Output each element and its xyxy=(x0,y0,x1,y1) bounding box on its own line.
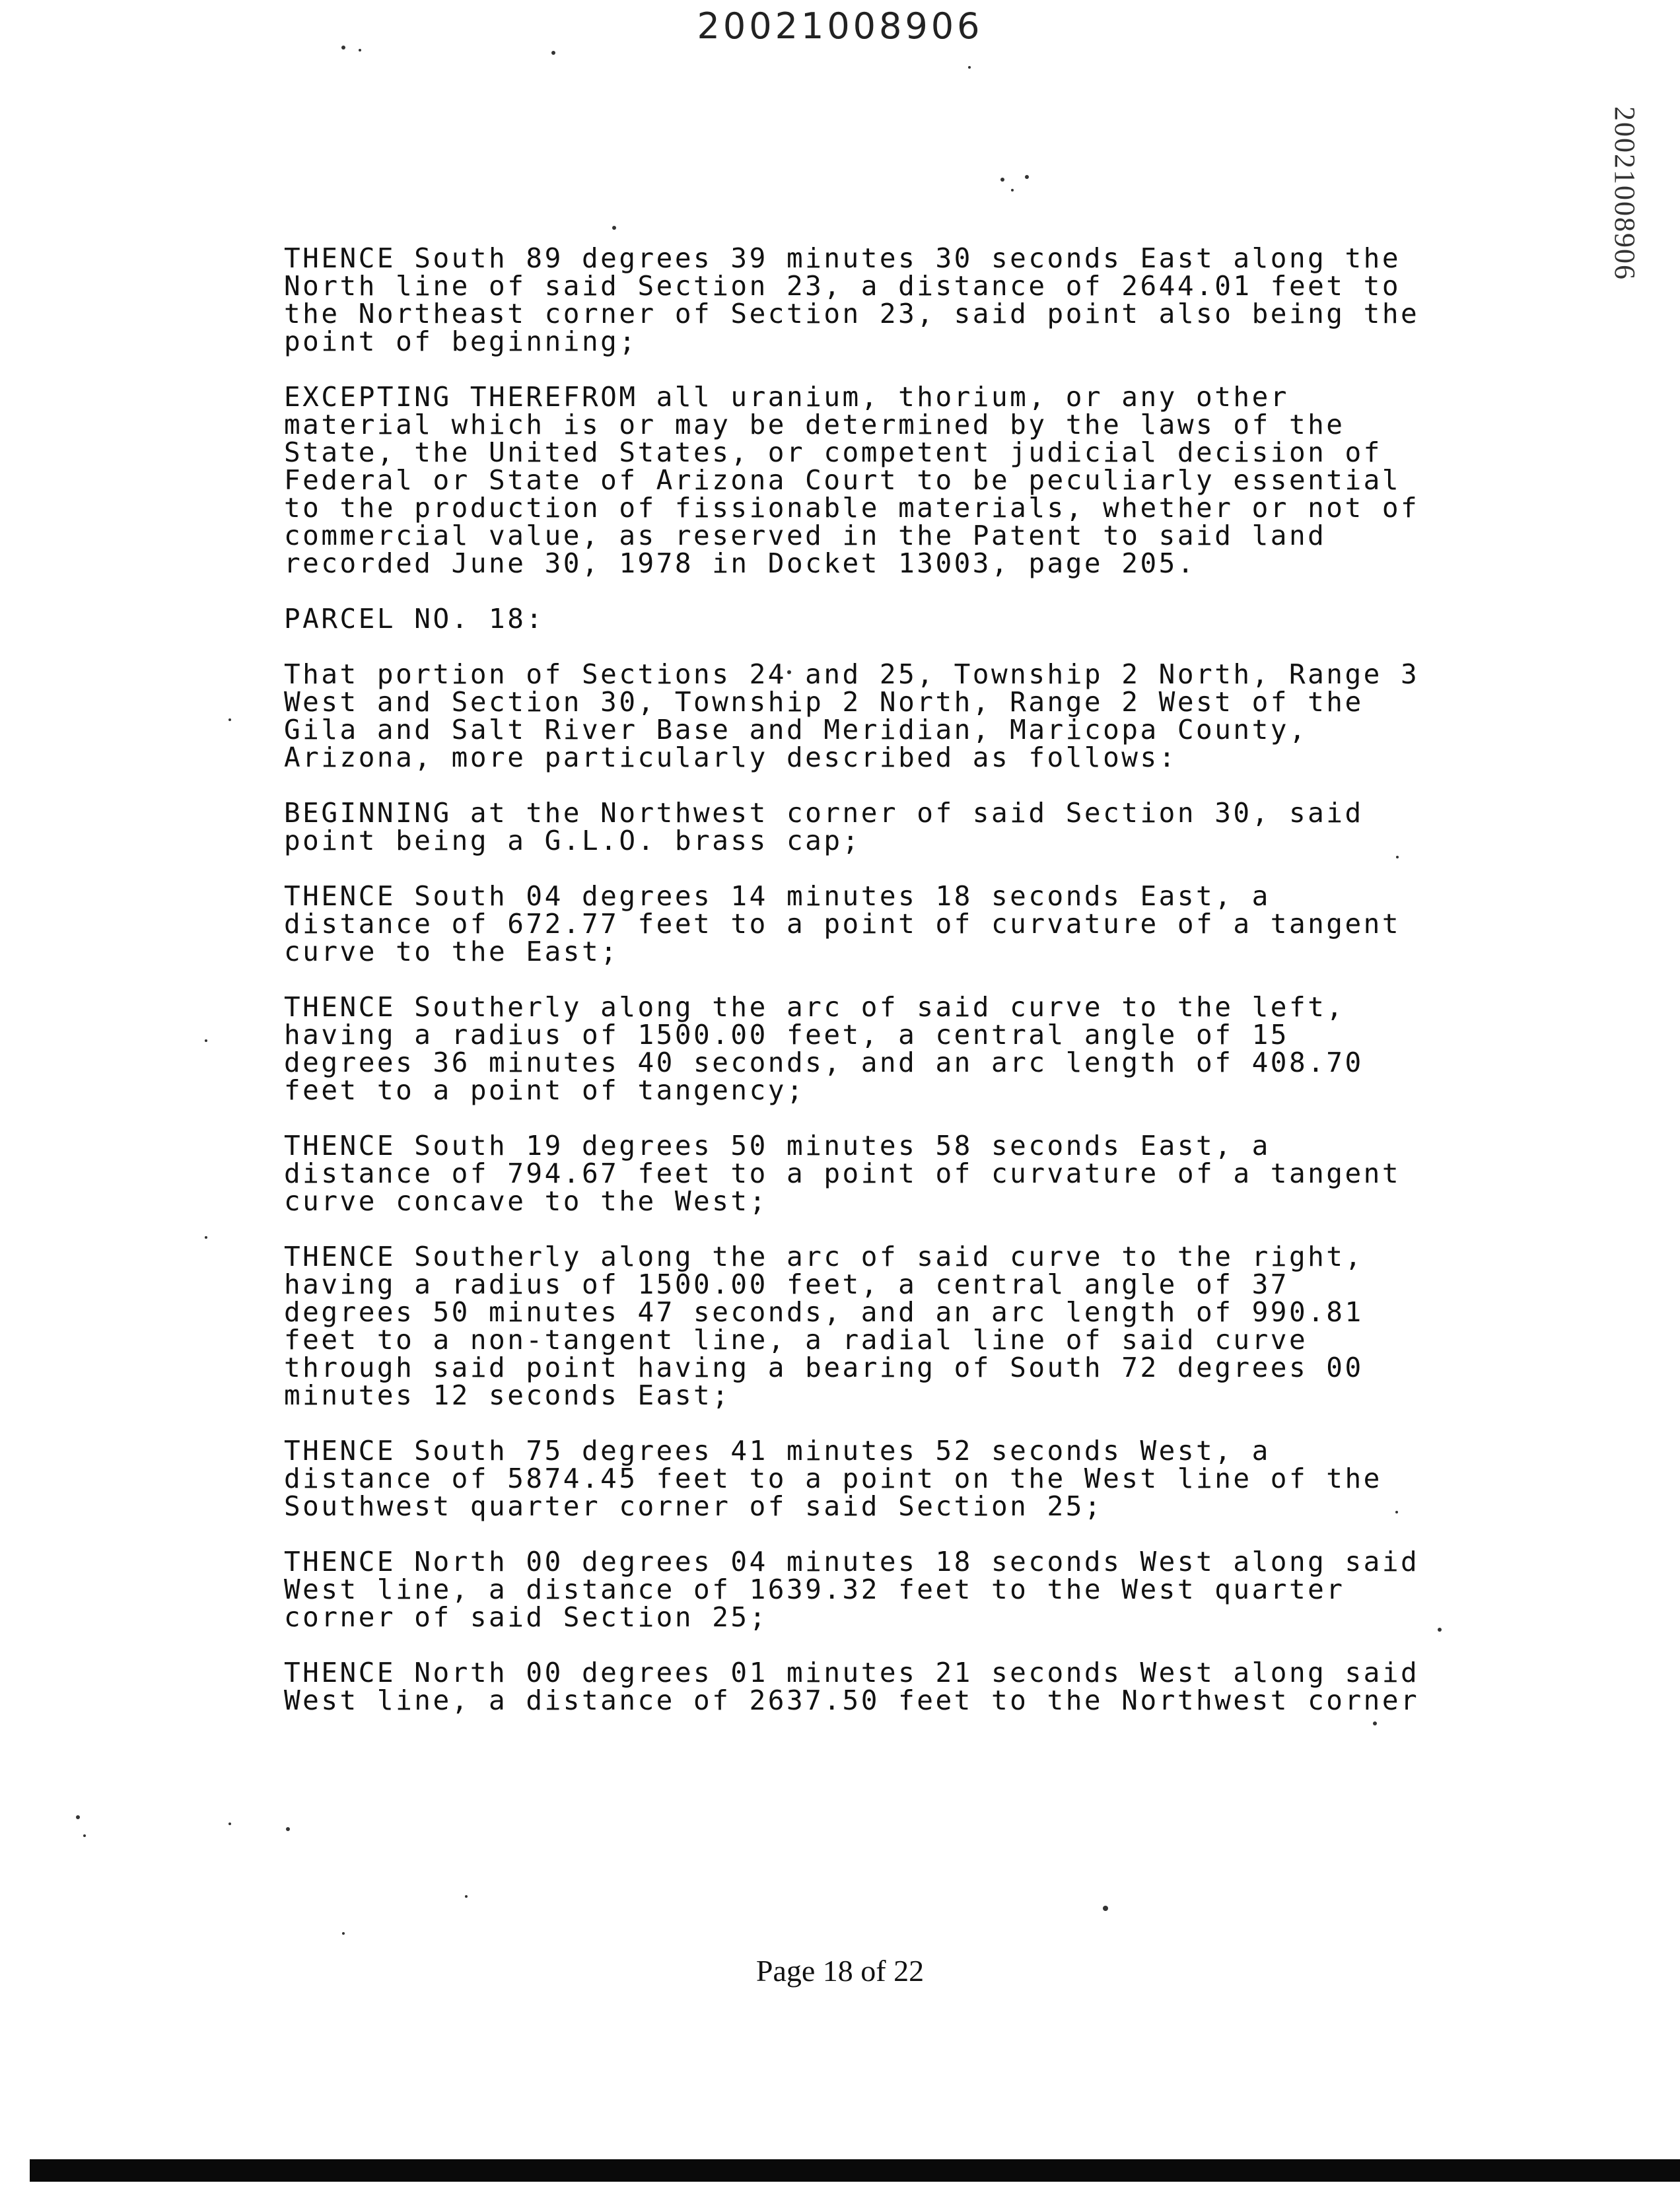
text-line: degrees 36 minutes 40 seconds, and an arc length of 408.70 xyxy=(284,1047,1364,1078)
text-line: PARCEL NO. 18: xyxy=(284,603,545,635)
text-line: Gila and Salt River Base and Meridian, Maricopa County, xyxy=(284,714,1308,746)
page-number-footer: Page 18 of 22 xyxy=(755,1954,925,1988)
text-line: Southwest quarter corner of said Section 25; xyxy=(284,1490,1103,1522)
text-line: having a radius of 1500.00 feet, a central angle of 15 xyxy=(284,1019,1289,1051)
legal-paragraph xyxy=(284,1132,1446,1215)
text-line: Arizona, more particularly described as follows: xyxy=(284,742,1177,773)
text-line: commercial value, as reserved in the Patent to said land xyxy=(284,520,1327,551)
scan-bottom-border xyxy=(30,2159,1680,2182)
legal-paragraph xyxy=(284,1437,1446,1520)
legal-paragraph xyxy=(284,993,1446,1104)
side-document-number: 20021008906 xyxy=(1609,106,1641,281)
text-line: THENCE South 04 degrees 14 minutes 18 seconds East, a xyxy=(284,880,1271,912)
text-line: West and Section 30, Township 2 North, Range 2 West of the xyxy=(284,686,1364,718)
text-line: West line, a distance of 1639.32 feet to the West quarter xyxy=(284,1574,1345,1605)
text-line: THENCE Southerly along the arc of said curve to the left, xyxy=(284,991,1345,1023)
text-line: distance of 794.67 feet to a point of curvature of a tangent xyxy=(284,1158,1401,1189)
text-line: point being a G.L.O. brass cap; xyxy=(284,825,861,856)
legal-paragraph xyxy=(284,383,1446,577)
text-line: THENCE North 00 degrees 01 minutes 21 seconds West along said xyxy=(284,1657,1420,1688)
text-line: material which is or may be determined by the laws of the xyxy=(284,409,1345,440)
text-line: That portion of Sections 24 and 25, Township 2 North, Range 3 xyxy=(284,658,1420,690)
legal-paragraph xyxy=(284,660,1446,771)
legal-paragraph xyxy=(284,1548,1446,1631)
text-line: distance of 5874.45 feet to a point on the West line of the xyxy=(284,1463,1382,1494)
text-line: distance of 672.77 feet to a point of curvature of a tangent xyxy=(284,908,1401,940)
text-line: West line, a distance of 2637.50 feet to the Northwest corner xyxy=(284,1684,1420,1716)
legal-paragraph xyxy=(284,882,1446,965)
text-line: feet to a point of tangency; xyxy=(284,1074,806,1106)
text-line: THENCE South 19 degrees 50 minutes 58 seconds East, a xyxy=(284,1130,1271,1162)
text-line: the Northeast corner of Section 23, said point also being the xyxy=(284,298,1420,330)
legal-paragraph xyxy=(284,1659,1446,1714)
text-line: corner of said Section 25; xyxy=(284,1601,768,1633)
parcel-heading xyxy=(284,605,1446,633)
text-line: through said point having a bearing of South 72 degrees 00 xyxy=(284,1352,1364,1383)
text-line: recorded June 30, 1978 in Docket 13003, page 205. xyxy=(284,547,1197,579)
text-line: BEGINNING at the Northwest corner of said Section 30, said xyxy=(284,797,1364,829)
text-line: State, the United States, or competent judicial decision of xyxy=(284,436,1382,468)
text-line: curve concave to the West; xyxy=(284,1185,768,1217)
text-line: minutes 12 seconds East; xyxy=(284,1379,731,1411)
text-line: EXCEPTING THEREFROM all uranium, thorium, or any other xyxy=(284,381,1289,413)
text-line: THENCE Southerly along the arc of said curve to the right, xyxy=(284,1241,1364,1272)
legal-paragraph xyxy=(284,799,1446,854)
text-line: Federal or State of Arizona Court to be peculiarly essential xyxy=(284,464,1401,496)
text-line: degrees 50 minutes 47 seconds, and an arc length of 990.81 xyxy=(284,1296,1364,1328)
text-line: point of beginning; xyxy=(284,326,638,357)
text-line: to the production of fissionable materials, whether or not of xyxy=(284,492,1420,524)
text-line: THENCE South 89 degrees 39 minutes 30 seconds East along the xyxy=(284,242,1401,274)
text-line: feet to a non-tangent line, a radial line of said curve xyxy=(284,1324,1308,1356)
legal-paragraph xyxy=(284,1243,1446,1409)
text-line: THENCE South 75 degrees 41 minutes 52 seconds West, a xyxy=(284,1435,1271,1467)
text-line: North line of said Section 23, a distance of 2644.01 feet to xyxy=(284,270,1401,302)
document-number-header: 20021008906 xyxy=(697,5,983,47)
text-line: curve to the East; xyxy=(284,936,619,967)
legal-paragraph xyxy=(284,244,1446,355)
text-line: THENCE North 00 degrees 04 minutes 18 seconds West along said xyxy=(284,1546,1420,1578)
text-line: having a radius of 1500.00 feet, a central angle of 37 xyxy=(284,1268,1289,1300)
legal-description-body xyxy=(284,244,1446,1742)
